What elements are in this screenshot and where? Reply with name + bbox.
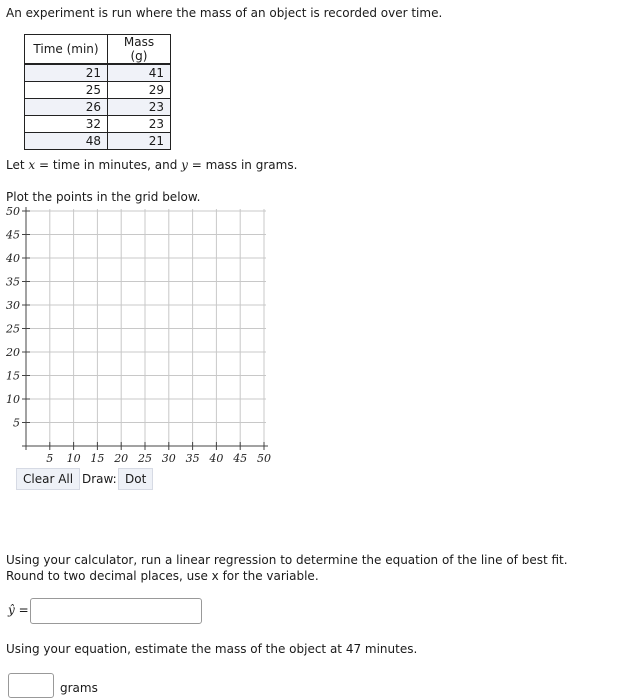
y-tick-label: 25	[6, 322, 20, 336]
yhat-symbol: ŷ	[8, 603, 15, 617]
table-cell: 48	[25, 133, 108, 150]
graph-canvas[interactable]	[0, 200, 280, 470]
x-tick-label: 45	[233, 452, 248, 465]
grid-lines	[26, 209, 266, 446]
table-cell: 25	[25, 82, 108, 99]
let-text: = mass in grams.	[187, 158, 298, 172]
yhat-label	[8, 603, 29, 617]
table-cell: 32	[25, 116, 108, 133]
table-header-time: Time (min)	[25, 35, 108, 65]
table-row	[25, 99, 171, 116]
table-cell: 29	[108, 82, 171, 99]
table-cell: 26	[25, 99, 108, 116]
y-tick-label: 20	[6, 346, 20, 359]
y-tick-label: 45	[6, 228, 20, 242]
y-axis-labels	[5, 205, 20, 430]
intro-text: An experiment is run where the mass of an object is recorded over time.	[6, 6, 443, 20]
plot-instruction: Plot the points in the grid below.	[6, 190, 201, 204]
estimate-prompt: Using your equation, estimate the mass of the object at 47 minutes.	[6, 642, 418, 656]
x-tick-label: 40	[209, 452, 224, 465]
y-tick-label: 50	[6, 205, 20, 218]
table-row	[25, 82, 171, 99]
y-tick-label: 5	[13, 416, 20, 430]
y-tick-label: 15	[6, 369, 20, 383]
y-tick-label: 10	[6, 393, 20, 406]
equals-sign: =	[18, 603, 29, 617]
regression-prompt: Using your calculator, run a linear regression to determine the equation of the line of best fit. Round to two decimal places, use x for the variable.	[6, 553, 568, 583]
y-variable: y	[181, 158, 188, 172]
table-cell: 23	[108, 99, 171, 116]
table-row	[25, 116, 171, 133]
units-label: grams	[60, 681, 98, 695]
table-cell: 21	[25, 64, 108, 82]
let-text: = time in minutes, and	[35, 158, 182, 172]
draw-dot-button[interactable]: Dot	[118, 468, 153, 490]
x-tick-label: 25	[138, 452, 152, 465]
let-text: Let	[6, 158, 29, 172]
x-tick-label: 35	[185, 452, 200, 465]
table-row	[25, 64, 171, 82]
y-tick-label: 30	[6, 299, 20, 312]
clear-all-button[interactable]: Clear All	[16, 468, 80, 490]
draw-label: Draw:	[82, 472, 117, 486]
x-tick-label: 5	[46, 452, 54, 465]
table-row	[25, 133, 171, 150]
x-tick-label: 15	[90, 452, 105, 465]
y-tick-label: 40	[6, 252, 20, 265]
table-header-mass: Mass (g)	[108, 35, 171, 65]
table-cell: 21	[108, 133, 171, 150]
x-axis-labels	[46, 452, 271, 465]
table-cell: 41	[108, 64, 171, 82]
mass-estimate-input[interactable]	[8, 673, 54, 698]
let-statement	[6, 158, 297, 172]
x-tick-label: 30	[161, 452, 176, 465]
data-table	[24, 34, 171, 150]
x-tick-label: 50	[257, 452, 271, 465]
table-cell: 23	[108, 116, 171, 133]
equation-input[interactable]	[30, 598, 202, 624]
x-variable: x	[28, 158, 36, 172]
x-tick-label: 10	[66, 452, 81, 465]
y-tick-label: 35	[6, 275, 20, 289]
x-tick-label: 20	[114, 452, 129, 465]
